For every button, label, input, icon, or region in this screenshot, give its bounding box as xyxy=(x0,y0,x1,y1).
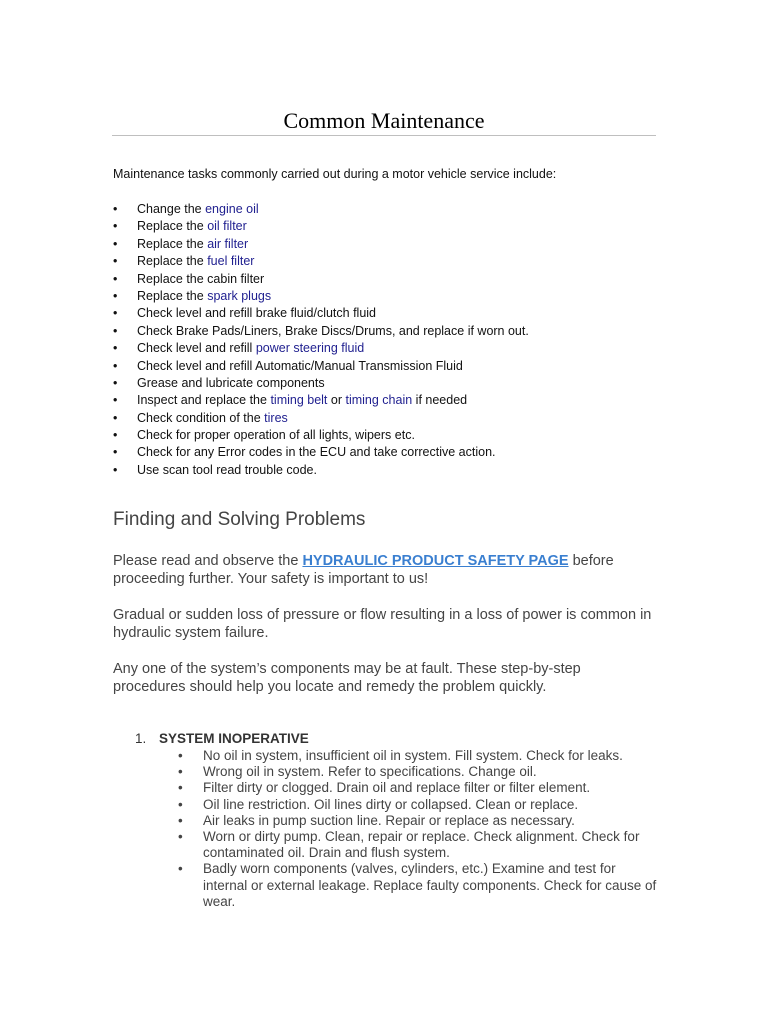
task-text: if needed xyxy=(412,393,468,408)
bullet-icon: • xyxy=(113,393,118,408)
task-link[interactable]: air filter xyxy=(207,236,249,251)
task-text: Check for any Error codes in the ECU and take corrective action. xyxy=(137,445,496,460)
safety-text-before: Please read and observe the xyxy=(113,553,303,569)
intro-text: Maintenance tasks commonly carried out during a motor vehicle service include: xyxy=(113,167,557,181)
cause-item: • Air leaks in pump suction line. Repair or replace as necessary. xyxy=(178,813,658,829)
procedure-paragraph: Any one of the system’s components may be at fault. These step-by-step procedures should help you locate and remedy the problem quickly. xyxy=(113,661,581,695)
problem-label: SYSTEM INOPERATIVE xyxy=(159,731,309,746)
task-item xyxy=(113,410,529,427)
bullet-icon: • xyxy=(113,375,118,390)
cause-item: • Wrong oil in system. Refer to specifications. Change oil. xyxy=(178,764,658,780)
task-text: Replace the xyxy=(137,254,208,269)
task-link[interactable]: spark plugs xyxy=(207,288,272,303)
bullet-icon: • xyxy=(113,219,118,234)
task-item xyxy=(113,253,529,270)
page-title: Common Maintenance xyxy=(283,108,485,133)
bullet-icon: • xyxy=(113,271,118,286)
task-text: Check level and refill Automatic/Manual Transmission Fluid xyxy=(137,358,463,373)
task-item xyxy=(113,462,529,479)
task-item xyxy=(113,323,529,340)
task-item xyxy=(113,288,529,305)
task-link[interactable]: fuel filter xyxy=(207,254,255,269)
cause-item: • Worn or dirty pump. Clean, repair or replace. Check alignment. Check for contaminated oil. Drain and flush system. xyxy=(178,829,658,861)
bullet-icon: • xyxy=(113,306,118,321)
bullet-icon: • xyxy=(113,341,118,356)
cause-item: • Oil line restriction. Oil lines dirty or collapsed. Clean or replace. xyxy=(178,797,658,813)
task-item xyxy=(113,444,529,461)
task-link[interactable]: tires xyxy=(264,410,288,425)
task-text: Check level and refill brake fluid/clutch fluid xyxy=(137,306,377,321)
task-item xyxy=(113,236,529,253)
task-item xyxy=(113,305,529,322)
bullet-icon: • xyxy=(113,236,118,251)
problem-cause-list xyxy=(178,748,658,910)
cause-item: • Badly worn components (valves, cylinders, etc.) Examine and test for internal or external leakage. Replace faulty components. Check for cause of wear. xyxy=(178,861,658,910)
task-text: Check for proper operation of all lights, wipers etc. xyxy=(137,428,415,443)
task-item xyxy=(113,375,529,392)
task-text: Replace the xyxy=(137,219,208,234)
task-text: or xyxy=(327,393,346,408)
title-divider xyxy=(112,135,656,136)
bullet-icon: • xyxy=(113,410,118,425)
task-item xyxy=(113,340,529,357)
task-text: Inspect and replace the xyxy=(137,393,271,408)
task-item xyxy=(113,358,529,375)
task-link[interactable]: power steering fluid xyxy=(255,341,365,356)
task-text: Replace the xyxy=(137,236,208,251)
bullet-icon: • xyxy=(113,445,118,460)
task-link[interactable]: oil filter xyxy=(207,219,247,234)
task-text: Replace the xyxy=(137,288,208,303)
task-text: Check Brake Pads/Liners, Brake Discs/Drums, and replace if worn out. xyxy=(137,323,529,338)
problem-number: 1. xyxy=(135,731,147,746)
task-item xyxy=(113,392,529,409)
task-link[interactable]: engine oil xyxy=(205,202,259,216)
task-text: Grease and lubricate components xyxy=(137,375,325,390)
problem-heading xyxy=(135,731,309,746)
section-heading: Finding and Solving Problems xyxy=(113,509,366,530)
task-link[interactable]: timing chain xyxy=(345,393,413,408)
task-text: Replace the cabin filter xyxy=(137,271,265,286)
bullet-icon: • xyxy=(113,288,118,303)
task-text: Check level and refill xyxy=(137,341,256,356)
safety-paragraph xyxy=(113,552,653,588)
safety-text-after: before proceeding further. Your safety is important to us! xyxy=(113,553,614,587)
bullet-icon: • xyxy=(113,358,118,373)
bullet-icon: • xyxy=(113,323,118,338)
bullet-icon: • xyxy=(113,254,118,269)
safety-page-link[interactable]: HYDRAULIC PRODUCT SAFETY PAGE xyxy=(302,553,569,569)
bullet-icon: • xyxy=(113,462,118,477)
task-text: Check condition of the xyxy=(137,410,265,425)
bullet-icon: • xyxy=(113,202,118,216)
task-item xyxy=(113,218,529,235)
task-text: Change the xyxy=(137,202,206,216)
failure-paragraph: Gradual or sudden loss of pressure or flow resulting in a loss of power is common in hydraulic system failure. xyxy=(113,607,652,641)
bullet-icon: • xyxy=(113,428,118,443)
task-item xyxy=(113,271,529,288)
task-text: Use scan tool read trouble code. xyxy=(137,462,317,477)
task-link[interactable]: timing belt xyxy=(270,393,328,408)
cause-item: • Filter dirty or clogged. Drain oil and replace filter or filter element. xyxy=(178,780,658,796)
task-item xyxy=(113,427,529,444)
maintenance-task-list xyxy=(113,201,529,479)
task-item xyxy=(113,201,529,218)
cause-item: • No oil in system, insufficient oil in system. Fill system. Check for leaks. xyxy=(178,748,658,764)
